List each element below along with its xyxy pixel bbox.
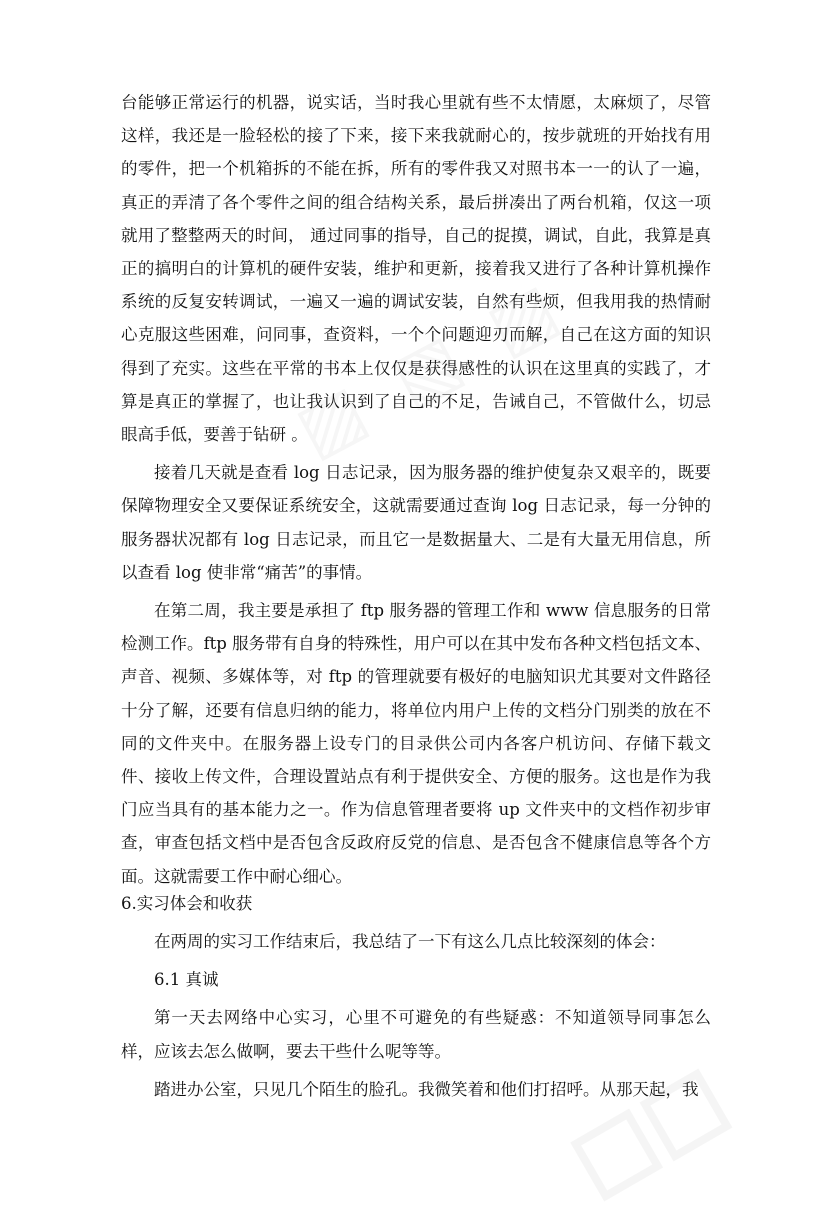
body-paragraph: 第一天去网络中心实习，心里不可避免的有些疑惑：不知道领导同事怎么样，应该去怎么做啊，要去干些什么呢等等。: [121, 1008, 711, 1061]
section-intro: 在两周的实习工作结束后，我总结了一下有这么几点比较深刻的体会：: [154, 932, 666, 952]
body-paragraph: 在第二周，我主要是承担了 ftp 服务器的管理工作和 www 信息服务的日常检测工作。ftp 服务带有自身的特殊性，用户可以在其中发布各种文档包括文本、声音、视频、多媒体等，对 ftp 的管理就要有极好的电脑知识尤其要对文件路径十分了解，还要有信息归纳的能力，将单位内用户上传的文档分门别类的放在不同的文件夹中。在服务器上设专门的目录供公司内各客户机访问、存储下载文件、接收上传文件，合理设置站点有利于提供安全、方便的服务。这也是作为我门应当具有的基本能力之一。作为信息管理者要将 up 文件夹中的文档作初步审查，审查包括文档中是否包含反政府反党的信息、是否包含不健康信息等各个方面。这就需要工作中耐心细心。: [121, 601, 711, 886]
body-paragraph: 台能够正常运行的机器，说实话，当时我心里就有些不太情愿，太麻烦了，尽管这样，我还是一脸轻松的接了下来，接下来我就耐心的，按步就班的开始找有用的零件，把一个机箱拆的不能在拆，所有的零件我又对照书本一一的认了一遍，真正的弄清了各个零件之间的组合结构关系，最后拼凑出了两台机箱，仅这一项就用了整整两天的时间， 通过同事的指导，自己的捉摸，调试，自此，我算是真正的搞明白的计算机的硬件安装，维护和更新，接着我又进行了各种计算机操作系统的反复安转调试，一遍又一遍的调试安装，自然有些烦，但我用我的热情耐心克服这些困难，问同事，查资料，一个个问题迎刃而解，自己在这方面的知识得到了充实。这些在平常的书本上仅仅是获得感性的认识在这里真的实践了，才算是真正的掌握了，也让我认识到了自己的不足，告诫自己，不管做什么，切忌眼高手低，要善于钻研 。: [121, 93, 711, 445]
document-body: [121, 86, 711, 1106]
body-paragraph: 踏进办公室，只见几个陌生的脸孔。我微笑着和他们打招呼。从那天起，我: [154, 1079, 699, 1099]
body-paragraph: 接着几天就是查看 log 日志记录，因为服务器的维护使复杂又艰辛的，既要保障物理安全又要保证系统安全，这就需要通过查询 log 日志记录，每一分钟的服务器状况都有 log 日志记录，而且它一是数据量大、二是有大量无用信息，所以查看 log 使非常“痛苦”的事情。: [121, 463, 711, 582]
subsection-heading: 6.1 真诚: [154, 970, 219, 990]
section-heading: 6.实习体会和收获: [121, 893, 253, 913]
